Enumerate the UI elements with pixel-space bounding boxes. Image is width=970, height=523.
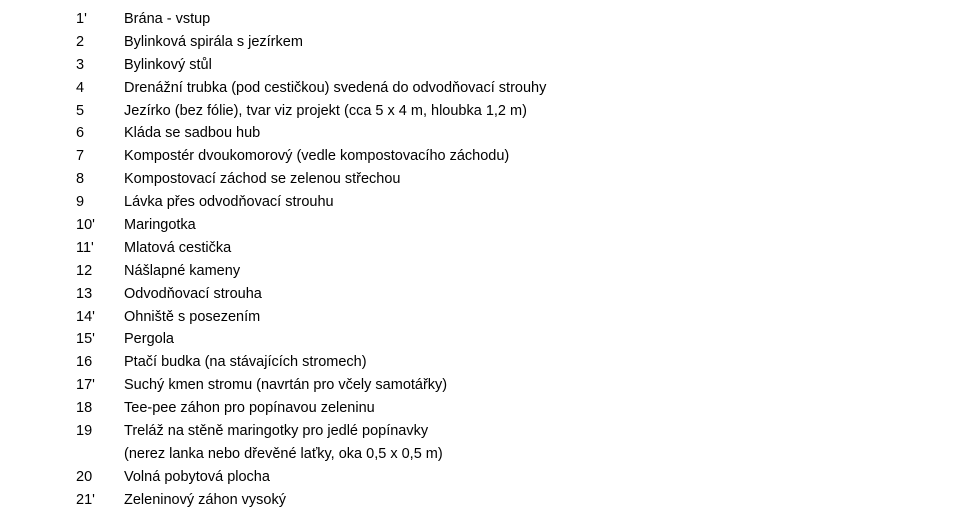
legend-item-number: 3 [76,56,85,73]
legend-item-number: 11' [76,239,94,256]
legend-item-number: 6 [76,125,85,142]
legend-item-text: Bylinkový stůl [124,56,212,73]
legend-item-number: 8 [76,171,85,188]
legend-item [0,122,970,145]
legend-item-number: 2 [76,33,85,50]
legend-item-number: 18 [76,400,93,417]
legend-item-number: 15' [76,331,95,348]
legend-item-text: Brána - vstup [124,11,211,27]
legend-item-text: Tee-pee záhon pro popínavou zeleninu [124,400,375,417]
legend-item-text: Odvodňovací strouha [124,285,262,302]
legend-item-number: 12 [76,262,93,279]
legend-item-number: 4 [76,79,85,96]
legend-item-text: Kláda se sadbou hub [124,125,261,142]
legend-item [0,489,970,512]
legend-item-number: 13 [76,285,93,302]
legend-item-text: Bylinková spirála s jezírkem [124,33,303,50]
legend-item [0,191,970,214]
legend-item [0,31,970,54]
legend-item-text: Zeleninový záhon vysoký [124,491,286,508]
legend-item [0,77,970,100]
legend-item [0,374,970,397]
legend-item-text: Kompostovací záchod se zelenou střechou [124,171,401,188]
legend-item-text: Lávka přes odvodňovací strouhu [124,194,334,211]
legend-item-text: (nerez lanka nebo dřevěné laťky, oka 0,5 x 0,5 m) [124,445,443,462]
legend-item-text: Kompostér dvoukomorový (vedle kompostovacího záchodu) [124,148,510,165]
legend-item-number: 21' [76,491,95,508]
legend-item-text: Ohniště s posezením [124,308,261,325]
legend-item [0,466,970,489]
legend-item-number: 14' [76,308,95,325]
legend-item-number: 1' [76,11,87,27]
legend-item-text: Treláž na stěně maringotky pro jedlé popínavky [124,423,429,440]
legend-item-number: 5 [76,102,85,119]
legend-item [0,443,970,466]
legend-item-number: 10' [76,217,95,234]
legend-item-number: 9 [76,194,85,211]
legend-item-text: Volná pobytová plocha [124,468,270,485]
legend-item [0,420,970,443]
legend-item-text: Ptačí budka (na stávajících stromech) [124,354,367,371]
legend-item [0,214,970,237]
legend-item-number: 16 [76,354,93,371]
legend-item [0,237,970,260]
legend-item-text: Suchý kmen stromu (navrtán pro včely samotářky) [124,377,448,394]
legend-item-text: Mlatová cestička [124,239,232,256]
legend-item-number: 7 [76,148,85,165]
legend-item [0,168,970,191]
legend-item-text: Maringotka [124,217,196,234]
legend-item-text: Drenážní trubka (pod cestičkou) svedená do odvodňovací strouhy [124,79,547,96]
legend-item [0,351,970,374]
legend-item-text: Jezírko (bez fólie), tvar viz projekt (cca 5 x 4 m, hloubka 1,2 m) [124,102,527,119]
legend-list [0,8,970,512]
legend-item-number: 19 [76,423,93,440]
legend-item [0,283,970,306]
legend-item [0,328,970,351]
legend-item [0,100,970,123]
legend-item-number: 20 [76,468,93,485]
legend-item-text: Nášlapné kameny [124,262,241,279]
legend-item-text: Pergola [124,331,174,348]
legend-item [0,397,970,420]
legend-item [0,8,970,31]
legend-item [0,145,970,168]
legend-item [0,306,970,329]
legend-item [0,260,970,283]
legend-item-number: 17' [76,377,95,394]
legend-item [0,54,970,77]
